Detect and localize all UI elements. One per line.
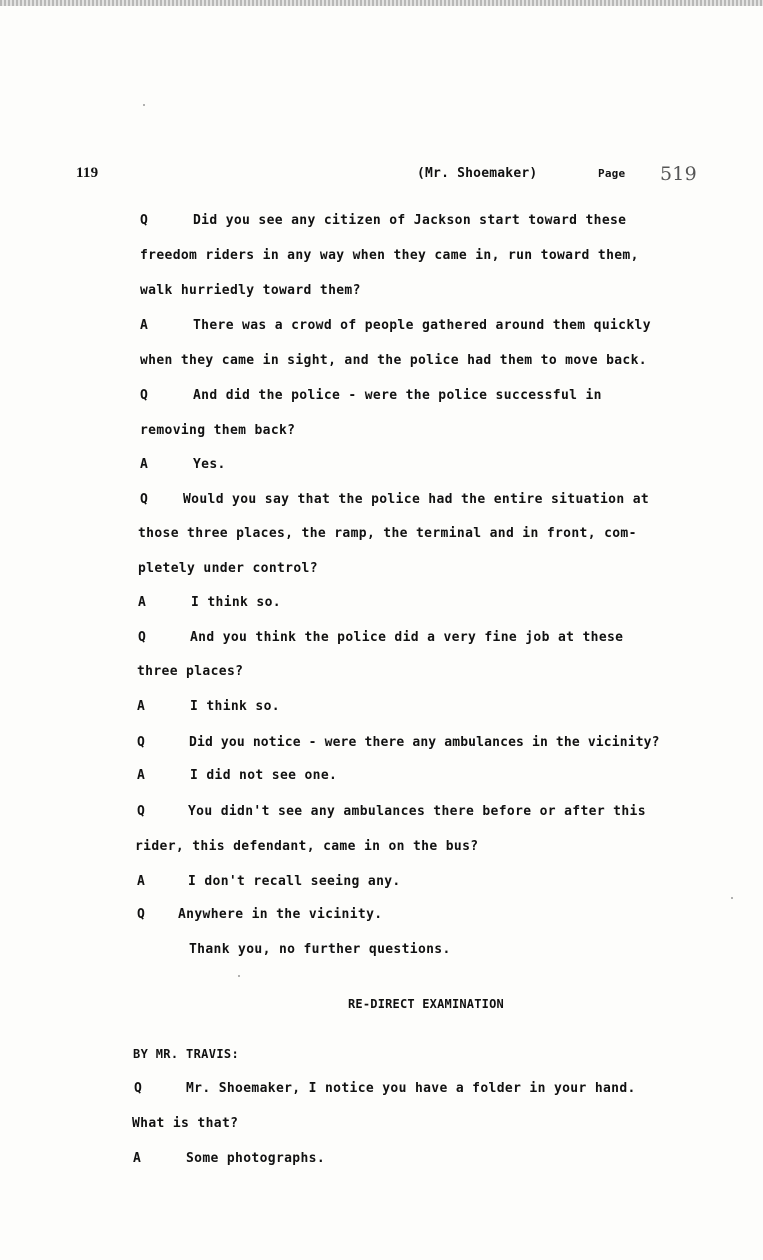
transcript-line: What is that? xyxy=(132,1116,239,1131)
transcript-line: Would you say that the police had the entire situation at xyxy=(183,492,650,507)
speaker-label: A xyxy=(137,874,145,889)
speaker-label: Q xyxy=(137,907,145,922)
transcript-line: freedom riders in any way when they came in, run toward them, xyxy=(140,248,639,263)
scanned-page-edge xyxy=(0,0,763,6)
transcript-line: Mr. Shoemaker, I notice you have a folder in your hand. xyxy=(186,1081,636,1096)
scan-speck xyxy=(731,897,733,899)
transcript-line: There was a crowd of people gathered around them quickly xyxy=(193,318,651,333)
transcript-line: I don't recall seeing any. xyxy=(188,874,401,889)
transcript-line: And did the police - were the police successful in xyxy=(193,388,602,403)
transcript-line: Did you notice - were there any ambulances in the vicinity? xyxy=(189,735,660,750)
scan-speck xyxy=(238,975,240,977)
examiner-line: BY MR. TRAVIS: xyxy=(133,1047,240,1061)
transcript-line: I did not see one. xyxy=(190,768,338,783)
transcript-line: those three places, the ramp, the terminal and in front, com- xyxy=(138,526,637,541)
speaker-label: Q xyxy=(138,630,146,645)
transcript-line: when they came in sight, and the police had them to move back. xyxy=(140,353,647,368)
page-number-handwritten: 519 xyxy=(660,163,697,185)
witness-name: (Mr. Shoemaker) xyxy=(417,166,538,181)
speaker-label: A xyxy=(137,768,145,783)
speaker-label: Q xyxy=(137,735,145,750)
page-label: Page xyxy=(598,167,626,180)
speaker-label: Q xyxy=(134,1081,142,1096)
transcript-line: three places? xyxy=(137,664,244,679)
speaker-label: A xyxy=(140,457,148,472)
speaker-label: Q xyxy=(140,388,148,403)
speaker-label: Q xyxy=(140,492,148,507)
transcript-line: walk hurriedly toward them? xyxy=(140,283,361,298)
speaker-label: Q xyxy=(140,213,148,228)
speaker-label: A xyxy=(138,595,146,610)
transcript-line: removing them back? xyxy=(140,423,296,438)
scan-speck xyxy=(143,104,145,106)
speaker-label: Q xyxy=(137,804,145,819)
transcript-line: I think so. xyxy=(191,595,281,610)
section-heading: RE-DIRECT EXAMINATION xyxy=(348,997,504,1011)
transcript-line: Anywhere in the vicinity. xyxy=(178,907,383,922)
page-number-left: 119 xyxy=(76,165,99,181)
speaker-label: A xyxy=(137,699,145,714)
transcript-line: And you think the police did a very fine job at these xyxy=(190,630,624,645)
speaker-label: A xyxy=(133,1151,141,1166)
transcript-line: pletely under control? xyxy=(138,561,318,576)
transcript-line: You didn't see any ambulances there before or after this xyxy=(188,804,646,819)
transcript-line: Did you see any citizen of Jackson start toward these xyxy=(193,213,627,228)
transcript-line: Yes. xyxy=(193,457,226,472)
transcript-line: I think so. xyxy=(190,699,280,714)
transcript-line: Thank you, no further questions. xyxy=(189,942,451,957)
transcript-line: rider, this defendant, came in on the bus? xyxy=(135,839,479,854)
speaker-label: A xyxy=(140,318,148,333)
transcript-line: Some photographs. xyxy=(186,1151,326,1166)
